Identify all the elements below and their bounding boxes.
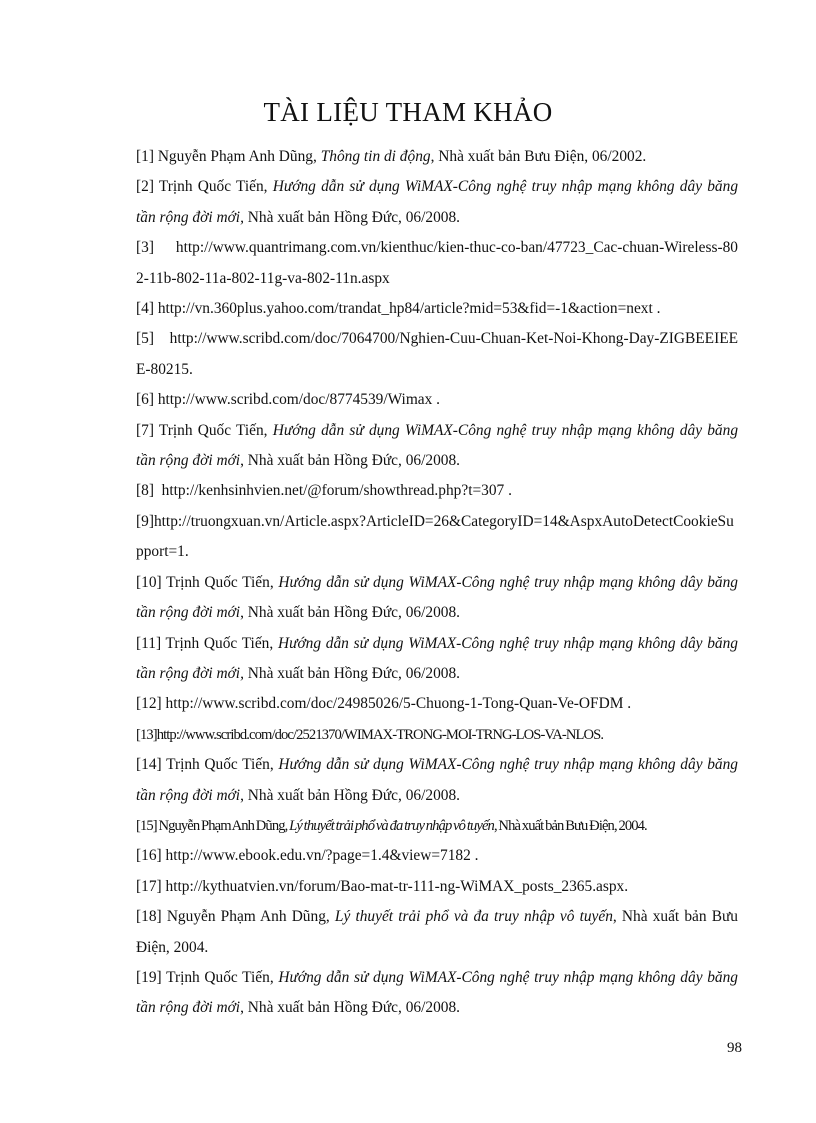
reference-item-1: [1] Nguyễn Phạm Anh Dũng, Thông tin di động, Nhà xuất bản Bưu Điện, 06/2002. — [136, 148, 647, 165]
reference-item-3: [3] http://www.quantrimang.com.vn/kienthuc/kien-thuc-co-ban/47723_Cac-chuan-Wireless-802-11b-802-11a-802-11g-va-802-11n.aspx — [136, 239, 738, 287]
reference-item-11: [11] Trịnh Quốc Tiến, Hướng dẫn sử dụng WiMAX-Công nghệ truy nhập mạng không dây băng tần rộng đời mới, Nhà xuất bản Hồng Đức, 06/2008. — [136, 634, 738, 682]
reference-link[interactable]: http://www.quantrimang.com.vn/kienthuc/kien-thuc-co-ban/47723_Cac-chuan-Wireless-802-11b-802-11a-802-11g-va-802-11n.aspx — [136, 239, 738, 287]
reference-item-13: [13]http://www.scribd.com/doc/2521370/WIMAX-TRONG-MOI-TRNG-LOS-VA-NLOS. — [136, 726, 604, 743]
page-title: TÀI LIỆU THAM KHẢO — [263, 97, 553, 127]
reference-link[interactable]: http://www.scribd.com/doc/8774539/Wimax . — [157, 391, 441, 409]
reference-item-14: [14] Trịnh Quốc Tiến, Hướng dẫn sử dụng WiMAX-Công nghệ truy nhập mạng không dây băng tần rộng đời mới, Nhà xuất bản Hồng Đức, 06/2008. — [136, 756, 739, 804]
reference-list — [136, 142, 738, 1024]
reference-item-7: [7] Trịnh Quốc Tiến, Hướng dẫn sử dụng WiMAX-Công nghệ truy nhập mạng không dây băng tần rộng đời mới, Nhà xuất bản Hồng Đức, 06/2008. — [136, 421, 739, 470]
reference-link[interactable]: http://www.scribd.com/doc/7064700/Nghien-Cuu-Chuan-Ket-Noi-Khong-Day-ZIGBEEIEEE-80215. — [136, 330, 738, 378]
reference-item-8: [8] http://kenhsinhvien.net/@forum/showthread.php?t=307 . — [136, 482, 512, 500]
reference-item-5: [5] http://www.scribd.com/doc/7064700/Nghien-Cuu-Chuan-Ket-Noi-Khong-Day-ZIGBEEIEEE-80215. — [136, 330, 738, 378]
reference-item-10: [10] Trịnh Quốc Tiến, Hướng dẫn sử dụng WiMAX-Công nghệ truy nhập mạng không dây băng tần rộng đời mới, Nhà xuất bản Hồng Đức, 06/2008. — [136, 573, 739, 622]
reference-item-18: [18] Nguyễn Phạm Anh Dũng, Lý thuyết trải phổ và đa truy nhập vô tuyến, Nhà xuất bản Bưu Điện, 2004. — [136, 908, 739, 956]
reference-link[interactable]: http://kenhsinhvien.net/@forum/showthread.php?t=307 . — [161, 482, 512, 500]
reference-item-4: [4] http://vn.360plus.yahoo.com/trandat_hp84/article?mid=53&fid=-1&action=next . — [136, 300, 661, 318]
reference-link[interactable]: http://www.scribd.com/doc/24985026/5-Chuong-1-Tong-Quan-Ve-OFDM . — [165, 695, 632, 713]
reference-item-9: [9]http://truongxuan.vn/Article.aspx?ArticleID=26&CategoryID=14&AspxAutoDetectCookieSupport=1. — [136, 512, 734, 561]
reference-link[interactable]: http://www.ebook.edu.vn/?page=1.4&view=7182 . — [165, 847, 479, 865]
reference-link[interactable]: http://vn.360plus.yahoo.com/trandat_hp84/article?mid=53&fid=-1&action=next . — [157, 300, 661, 318]
reference-link[interactable]: http://www.scribd.com/doc/2521370/WIMAX-TRONG-MOI-TRNG-LOS-VA-NLOS. — [156, 726, 604, 743]
reference-item-6: [6] http://www.scribd.com/doc/8774539/Wimax . — [136, 391, 441, 409]
reference-item-19: [19] Trịnh Quốc Tiến, Hướng dẫn sử dụng WiMAX-Công nghệ truy nhập mạng không dây băng tần rộng đời mới, Nhà xuất bản Hồng Đức, 06/2008. — [136, 968, 739, 1017]
reference-link[interactable]: http://truongxuan.vn/Article.aspx?ArticleID=26&CategoryID=14&AspxAutoDetectCookieSupport=1. — [136, 512, 734, 561]
reference-item-15: [15] Nguyễn Phạm Anh Dũng, Lý thuyết trải phổ và đa truy nhập vô tuyến, Nhà xuất bản Bưu Điện, 2004. — [136, 817, 647, 834]
reference-link[interactable]: http://kythuatvien.vn/forum/Bao-mat-tr-111-ng-WiMAX_posts_2365.aspx. — [165, 877, 629, 895]
reference-item-16: [16] http://www.ebook.edu.vn/?page=1.4&view=7182 . — [136, 847, 479, 865]
reference-item-12: [12] http://www.scribd.com/doc/24985026/5-Chuong-1-Tong-Quan-Ve-OFDM . — [136, 695, 632, 713]
reference-item-2: [2] Trịnh Quốc Tiến, Hướng dẫn sử dụng WiMAX-Công nghệ truy nhập mạng không dây băng tần rộng đời mới, Nhà xuất bản Hồng Đức, 06/2008. — [136, 178, 739, 226]
reference-item-17: [17] http://kythuatvien.vn/forum/Bao-mat-tr-111-ng-WiMAX_posts_2365.aspx. — [136, 877, 629, 895]
page-number: 98 — [727, 1040, 742, 1056]
